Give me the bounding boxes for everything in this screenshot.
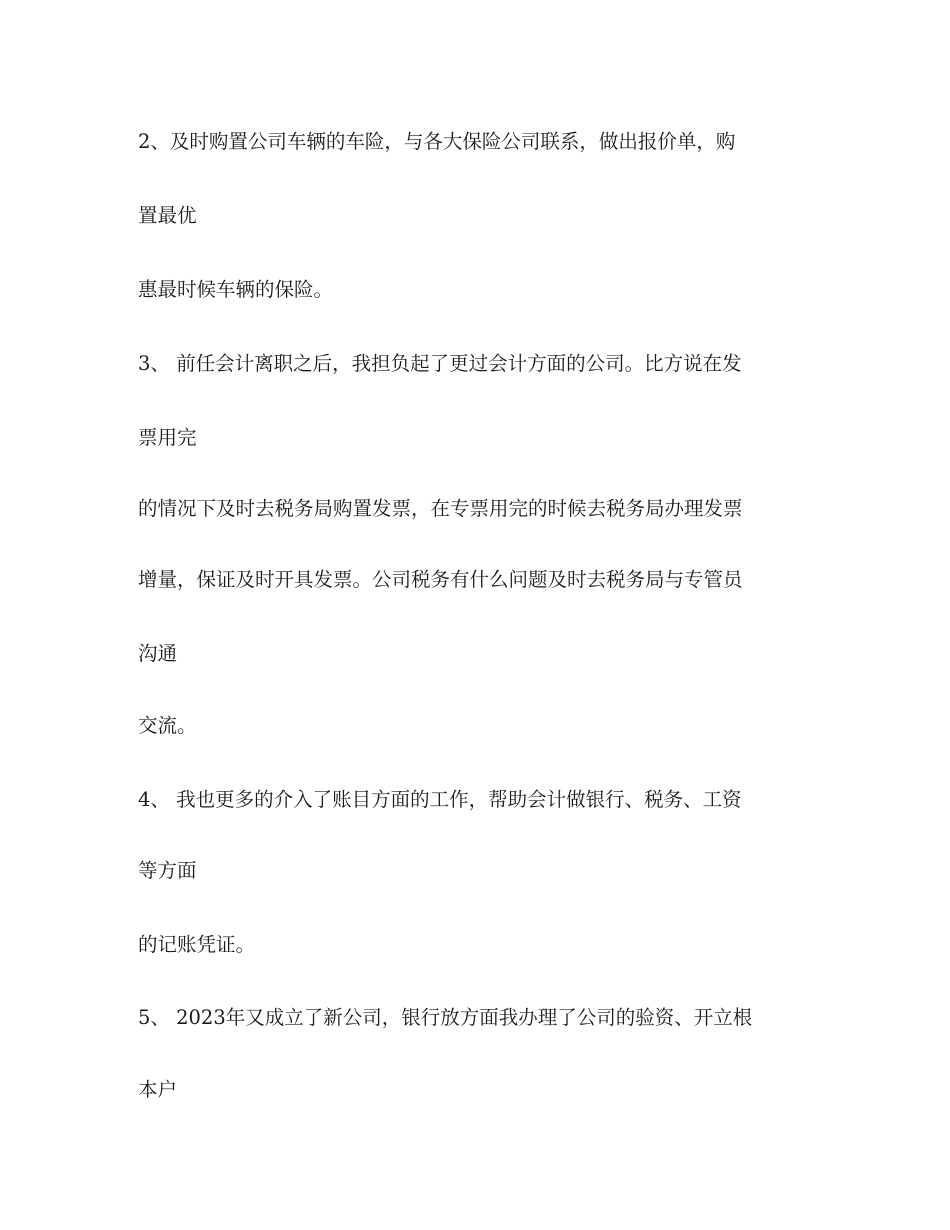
text-line: 5、 2023年又成立了新公司，银行放方面我办理了公司的验资、开立根: [138, 1006, 753, 1029]
text-line: 交流。: [138, 714, 197, 737]
text-line: 票用完: [138, 426, 197, 449]
text-line: 沟通: [138, 642, 178, 665]
text-line: 增量，保证及时开具发票。公司税务有什么问题及时去税务局与专管员: [138, 568, 743, 591]
text-line: 本户: [138, 1078, 178, 1101]
text-line: 3、 前任会计离职之后，我担负起了更过会计方面的公司。比方说在发: [138, 352, 742, 375]
text-line: 的情况下及时去税务局购置发票，在专票用完的时候去税务局办理发票: [138, 497, 743, 520]
text-line: 2、及时购置公司车辆的车险，与各大保险公司联系，做出报价单，购: [138, 130, 736, 153]
text-line: 等方面: [138, 859, 197, 882]
text-line: 惠最时候车辆的保险。: [138, 278, 334, 301]
text-line: 4、 我也更多的介入了账目方面的工作，帮助会计做银行、税务、工资: [138, 788, 742, 811]
text-line: 置最优: [138, 204, 197, 227]
text-line: 的记账凭证。: [138, 933, 256, 956]
